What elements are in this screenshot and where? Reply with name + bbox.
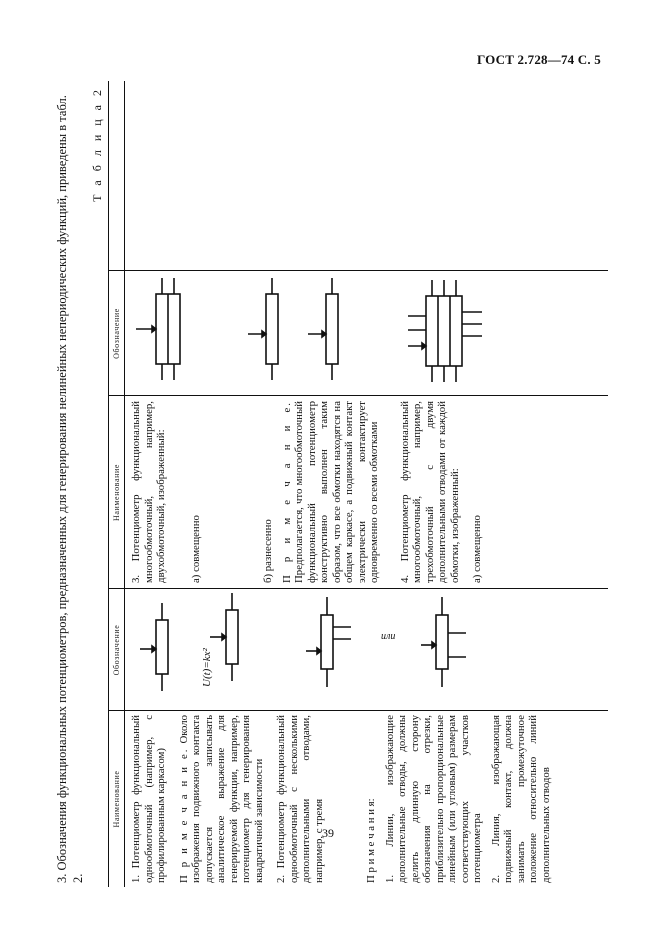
notes2-head: П р и м е ч а н и я: xyxy=(365,798,377,883)
col-divider-4 xyxy=(108,270,608,271)
col-divider-1 xyxy=(108,710,608,711)
right-symbols xyxy=(126,273,606,394)
header-rule xyxy=(124,81,125,887)
rotated-page-content xyxy=(50,73,610,891)
page-header: ГОСТ 2.728—74 С. 5 xyxy=(476,52,601,67)
potentiometer-symbol-taps-alt xyxy=(421,597,466,687)
potentiometer-symbol-separate xyxy=(248,278,338,380)
potentiometer-symbol-taps xyxy=(306,597,351,687)
intro-text: 3. Обозначения функциональных потенциометров, предназначенных для генерирования нелинейных непериодических функций, приведены в табл. 2. xyxy=(55,95,85,883)
table-top-rule xyxy=(108,81,109,887)
note3: П р и м е ч а н и е. Предполагается, что многообмоточный функциональный потенциометр конструктивно выполнен таким образом, что все обмотки находятся на общем каркасе, а подвижный контакт электрически контактирует одновременно со всеми обмотками xyxy=(280,401,380,583)
page-number: 39 xyxy=(322,826,334,840)
note2a: 1. Линии, изображающие дополнительные отводы, должны делить длинную сторону обозначения на отрезки, приблизительно пропорциональные линейным (или угловым) размерам соответствующих участков потенциометра xyxy=(383,715,483,883)
item4-text: 4. Потенциометр функциональный многообмоточный, например, трехобмоточный с двумя дополнительными отводами от каждой обмотки, изображенный: xyxy=(398,401,461,583)
item1-text: 1. Потенциометр функциональный однообмоточный (например, с профилированным каркасом) xyxy=(130,715,167,883)
table-caption: Т а б л и ц а 2 xyxy=(90,87,104,202)
item3a-text: а) совмещенно xyxy=(189,515,202,583)
header-name-left: Наименование xyxy=(112,770,121,828)
or-label: или xyxy=(381,631,396,642)
potentiometer-symbol-1 xyxy=(140,603,168,691)
potentiometer-symbol-formula xyxy=(210,593,238,681)
item3b-text: б) разнесенно xyxy=(262,519,274,583)
potentiometer-symbol-two-winding xyxy=(136,278,180,380)
col-divider-3 xyxy=(108,395,608,396)
left-name-column xyxy=(130,715,558,883)
header-symbol-left: Обозначение xyxy=(112,624,121,676)
header-name-right: Наименование xyxy=(112,463,121,522)
potentiometer-symbol-three-winding xyxy=(408,280,482,382)
item3-text: 3. Потенциометр функциональный многообмоточный, например, двухобмоточный, изображенный: xyxy=(130,401,167,583)
note2b: 2. Линия, изображающая подвижный контакт, должна занимать промежуточное положение относительно линий дополнительных отводов xyxy=(489,715,552,883)
item2-text: 2. Потенциометр функциональный однообмоточный с несколькими дополнительными отводами, например, с тремя xyxy=(275,715,325,883)
item4a-text: а) совмещенно xyxy=(471,515,483,583)
col-divider-2 xyxy=(108,588,608,589)
note1: П р и м е ч а н и е. Около изображения подвижного контакта допускается записывать аналитическое выражение для генерируемой функции, например, потенциометр для генерирования квадратичной зависимости xyxy=(177,715,265,883)
left-symbols xyxy=(126,591,606,709)
header-symbol-right: Обозначение xyxy=(112,308,121,359)
right-name-column xyxy=(130,401,490,583)
formula-label: U(t)=kx² xyxy=(201,648,213,687)
